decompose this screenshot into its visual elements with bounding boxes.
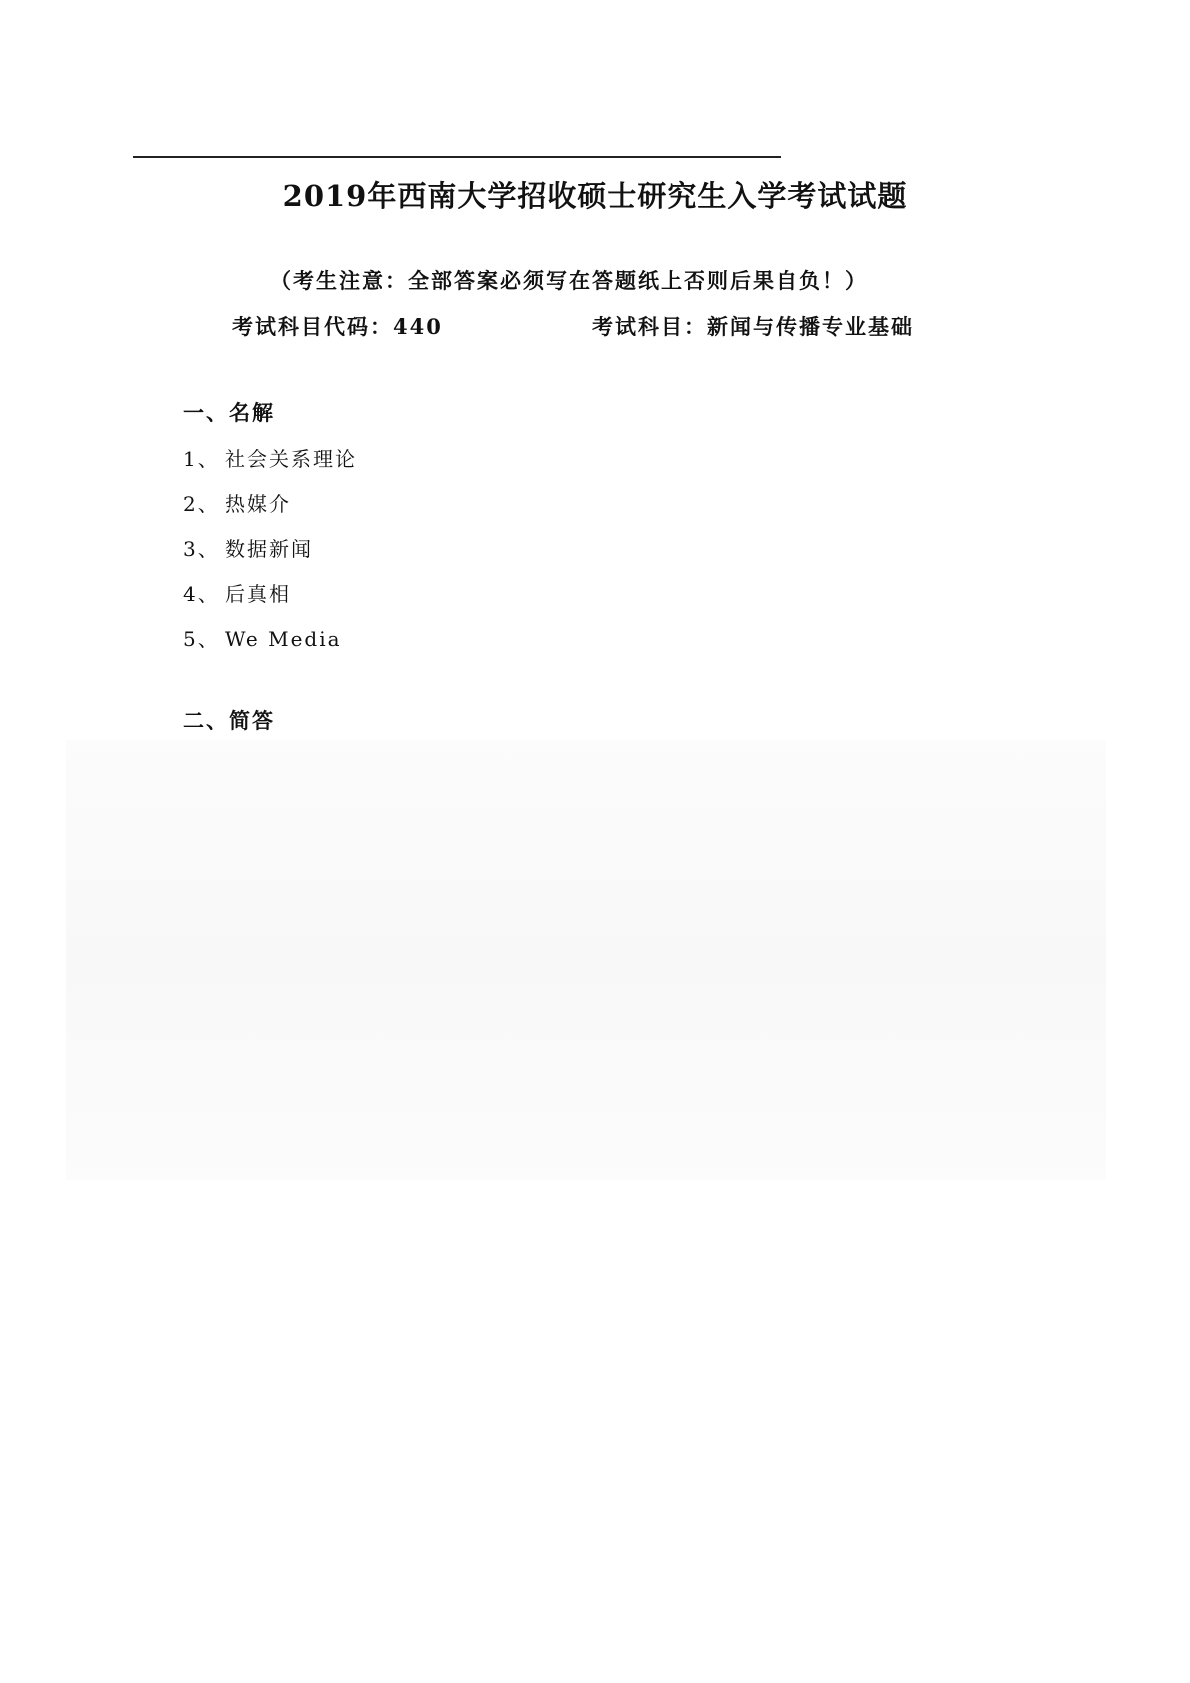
subject-name: 考试科目：新闻与传播专业基础 <box>592 314 914 339</box>
list-item <box>183 623 342 652</box>
item-number: 1、 <box>183 447 220 471</box>
item-text: 热媒介 <box>225 492 291 516</box>
item-text: 后真相 <box>225 582 291 606</box>
item-number: 3、 <box>183 537 220 561</box>
list-item <box>183 443 357 472</box>
exam-title: 2019年西南大学招收硕士研究生入学考试试题 <box>282 179 908 213</box>
list-item <box>183 488 291 517</box>
scan-shading <box>66 740 1106 1180</box>
item-text: 社会关系理论 <box>225 447 357 471</box>
section-heading-terms: 一、名解 <box>183 400 275 425</box>
item-number: 2、 <box>183 492 220 516</box>
subject-code: 考试科目代码：440 <box>232 314 443 339</box>
list-item <box>183 578 291 607</box>
list-item <box>183 533 313 562</box>
item-number: 5、 <box>183 627 220 651</box>
section-heading-short-answer: 二、简答 <box>183 708 275 733</box>
header-rule <box>133 156 781 158</box>
exam-notice: （考生注意：全部答案必须写在答题纸上否则后果自负！） <box>270 268 868 293</box>
item-number: 4、 <box>183 582 220 606</box>
item-text: 数据新闻 <box>225 537 313 561</box>
item-text: We Media <box>225 627 342 651</box>
